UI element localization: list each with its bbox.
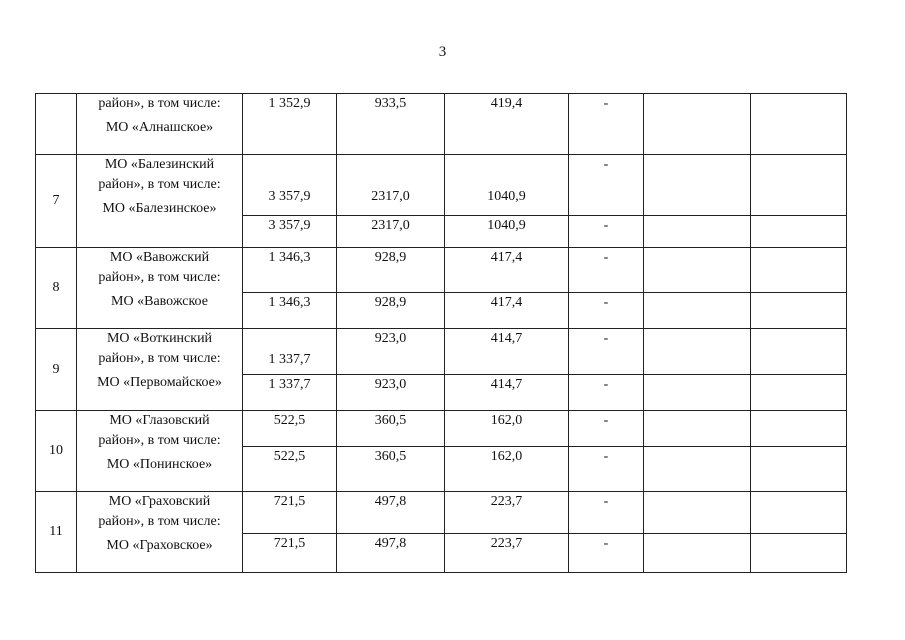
- empty-cell: [751, 375, 847, 411]
- value-cell: 223,7: [445, 534, 569, 573]
- empty-cell: [644, 329, 751, 375]
- value-cell: 1040,9: [445, 155, 569, 216]
- value-cell: -: [569, 94, 644, 155]
- empty-cell: [751, 248, 847, 293]
- value-cell: 1 337,7: [243, 329, 337, 375]
- municipality-name-line: район», в том числе:: [98, 514, 221, 529]
- row-number: 11: [36, 492, 77, 573]
- empty-cell: [751, 216, 847, 248]
- value-cell: 3 357,9: [243, 155, 337, 216]
- municipality-name-line: МО «Граховский: [108, 494, 211, 509]
- value-cell: -: [569, 447, 644, 492]
- table-row: [36, 248, 847, 293]
- row-number: 10: [36, 411, 77, 492]
- value-cell: 522,5: [243, 447, 337, 492]
- value-cell: -: [569, 155, 644, 216]
- row-number: 9: [36, 329, 77, 411]
- empty-cell: [644, 411, 751, 447]
- value-cell: -: [569, 375, 644, 411]
- value-cell: 417,4: [445, 248, 569, 293]
- municipality-name-line: район», в том числе:: [98, 270, 221, 285]
- value-cell: 928,9: [337, 248, 445, 293]
- municipality-cell: [77, 94, 243, 155]
- value-cell: 923,0: [337, 329, 445, 375]
- table-row: [36, 94, 847, 155]
- settlement-name: МО «Балезинское»: [102, 201, 217, 216]
- value-cell: 721,5: [243, 534, 337, 573]
- empty-cell: [644, 248, 751, 293]
- empty-cell: [751, 492, 847, 534]
- settlement-name: МО «Первомайское»: [97, 375, 222, 390]
- municipality-cell: [77, 492, 243, 573]
- table-row: [36, 329, 847, 375]
- value-cell: 933,5: [337, 94, 445, 155]
- value-cell: 414,7: [445, 329, 569, 375]
- settlement-name: МО «Алнашское»: [105, 120, 214, 135]
- empty-cell: [751, 534, 847, 573]
- value-cell: 2317,0: [337, 216, 445, 248]
- municipality-cell: [77, 411, 243, 492]
- value-cell: 162,0: [445, 411, 569, 447]
- value-cell: -: [569, 248, 644, 293]
- value-cell: 928,9: [337, 293, 445, 329]
- value-cell: 419,4: [445, 94, 569, 155]
- municipality-name-line: район», в том числе:: [98, 351, 221, 366]
- municipality-cell: [77, 248, 243, 329]
- value-cell: 1 346,3: [243, 293, 337, 329]
- value-cell: -: [569, 216, 644, 248]
- value-cell: 1 352,9: [243, 94, 337, 155]
- municipality-name-line: район», в том числе:: [98, 433, 221, 448]
- municipality-name-line: МО «Балезинский: [104, 157, 215, 172]
- value-cell: -: [569, 492, 644, 534]
- value-cell: 414,7: [445, 375, 569, 411]
- municipality-name-line: МО «Вавожский: [109, 250, 210, 265]
- empty-cell: [751, 411, 847, 447]
- value-cell: 360,5: [337, 447, 445, 492]
- value-cell: 923,0: [337, 375, 445, 411]
- empty-cell: [644, 293, 751, 329]
- value-cell: -: [569, 329, 644, 375]
- value-cell: 360,5: [337, 411, 445, 447]
- empty-cell: [644, 375, 751, 411]
- value-cell: 223,7: [445, 492, 569, 534]
- settlement-name: МО «Вавожское: [111, 294, 208, 309]
- row-number: 8: [36, 248, 77, 329]
- value-cell: 2317,0: [337, 155, 445, 216]
- value-cell: -: [569, 411, 644, 447]
- table-row: [36, 411, 847, 447]
- page-number: 3: [438, 44, 447, 60]
- value-cell: 497,8: [337, 492, 445, 534]
- value-cell: -: [569, 293, 644, 329]
- municipality-name-line: район», в том числе:: [98, 177, 221, 192]
- value-cell: 497,8: [337, 534, 445, 573]
- table-row: [36, 155, 847, 216]
- empty-cell: [751, 293, 847, 329]
- value-cell: 417,4: [445, 293, 569, 329]
- value-cell: 1 346,3: [243, 248, 337, 293]
- empty-cell: [644, 534, 751, 573]
- empty-cell: [644, 216, 751, 248]
- municipality-cell: [77, 329, 243, 411]
- empty-cell: [644, 94, 751, 155]
- municipality-name-line: район», в том числе:: [98, 96, 221, 111]
- empty-cell: [644, 155, 751, 216]
- value-cell: 721,5: [243, 492, 337, 534]
- settlement-name: МО «Граховское»: [106, 538, 213, 553]
- budget-table: [35, 93, 847, 573]
- value-cell: 522,5: [243, 411, 337, 447]
- row-number: [36, 94, 77, 155]
- empty-cell: [644, 492, 751, 534]
- municipality-name-line: МО «Глазовский: [109, 413, 210, 428]
- value-cell: 3 357,9: [243, 216, 337, 248]
- municipality-name-line: МО «Воткинский: [106, 331, 213, 346]
- table-row: [36, 492, 847, 534]
- value-cell: 1040,9: [445, 216, 569, 248]
- value-cell: 162,0: [445, 447, 569, 492]
- empty-cell: [751, 94, 847, 155]
- empty-cell: [644, 447, 751, 492]
- row-number: 7: [36, 155, 77, 248]
- settlement-name: МО «Понинское»: [106, 457, 213, 472]
- empty-cell: [751, 447, 847, 492]
- value-cell: -: [569, 534, 644, 573]
- municipality-cell: [77, 155, 243, 248]
- empty-cell: [751, 329, 847, 375]
- value-cell: 1 337,7: [243, 375, 337, 411]
- empty-cell: [751, 155, 847, 216]
